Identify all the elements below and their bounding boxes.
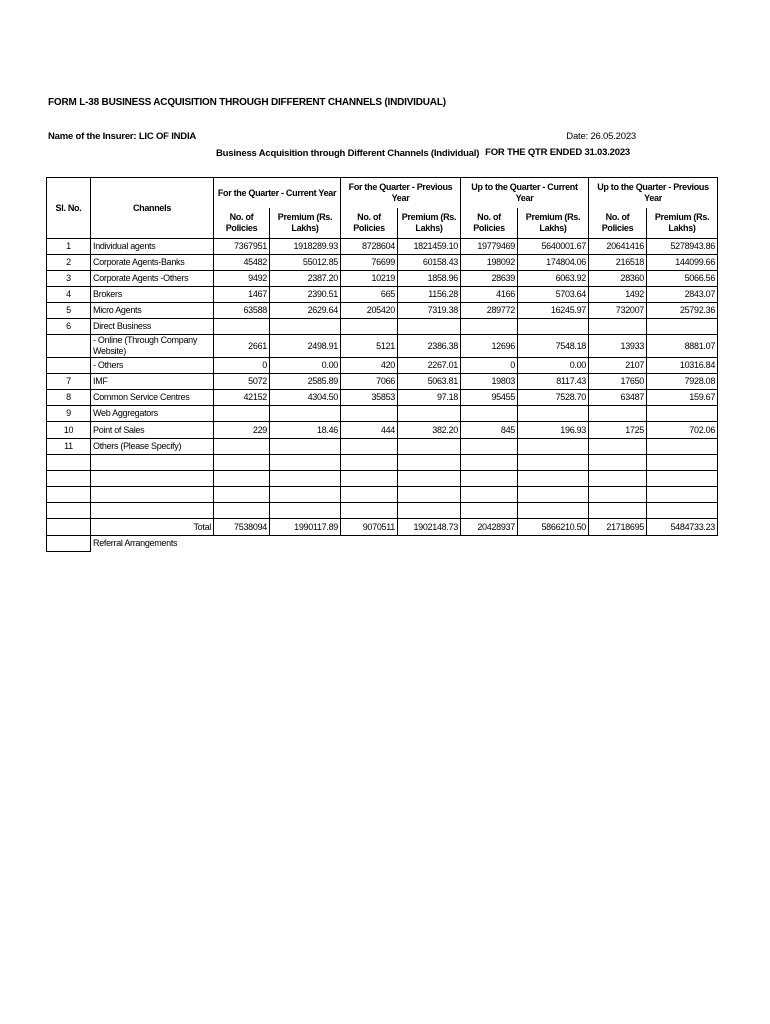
value-cell: 2661 <box>214 335 270 358</box>
value-cell: 6063.92 <box>518 271 589 287</box>
table-subtitle: Business Acquisition through Different Channels (Individual) <box>216 148 480 159</box>
premium-header: Premium (Rs. Lakhs) <box>518 208 589 239</box>
group-header: For the Quarter - Current Year <box>214 178 341 209</box>
value-cell <box>647 319 718 335</box>
value-cell <box>647 406 718 422</box>
value-cell: 7319.38 <box>398 303 461 319</box>
value-cell <box>589 439 647 455</box>
value-cell: 13933 <box>589 335 647 358</box>
policies-header: No. of Policies <box>341 208 398 239</box>
blank-row <box>47 455 718 471</box>
table-row <box>47 319 718 335</box>
value-cell <box>518 439 589 455</box>
value-cell <box>214 406 270 422</box>
sl-cell: 4 <box>47 287 91 303</box>
value-cell: 97.18 <box>398 390 461 406</box>
table-row <box>47 406 718 422</box>
insurer-name: Name of the Insurer: LIC OF INDIA <box>48 131 197 142</box>
value-cell: 35853 <box>341 390 398 406</box>
total-value: 20428937 <box>461 519 518 536</box>
table-row <box>47 255 718 271</box>
value-cell: 205420 <box>341 303 398 319</box>
value-cell: 2107 <box>589 358 647 374</box>
channel-cell: Point of Sales <box>91 422 214 439</box>
table-row <box>47 390 718 406</box>
value-cell: 1821459.10 <box>398 239 461 255</box>
sl-cell: 8 <box>47 390 91 406</box>
value-cell <box>398 439 461 455</box>
referral-label: Referral Arrangements <box>91 536 718 552</box>
table-row <box>47 271 718 287</box>
value-cell: 12696 <box>461 335 518 358</box>
table-row <box>47 358 718 374</box>
value-cell: 10316.84 <box>647 358 718 374</box>
value-cell <box>461 439 518 455</box>
value-cell: 289772 <box>461 303 518 319</box>
value-cell <box>398 406 461 422</box>
premium-header: Premium (Rs. Lakhs) <box>270 208 341 239</box>
value-cell <box>647 439 718 455</box>
sl-cell: 11 <box>47 439 91 455</box>
channel-cell: Corporate Agents-Banks <box>91 255 214 271</box>
channel-cell: Individual agents <box>91 239 214 255</box>
channel-cell: - Online (Through Company Website) <box>91 335 214 358</box>
value-cell: 2267.01 <box>398 358 461 374</box>
value-cell: 1156.28 <box>398 287 461 303</box>
value-cell: 25792.36 <box>647 303 718 319</box>
value-cell: 144099.66 <box>647 255 718 271</box>
total-value: 9070511 <box>341 519 398 536</box>
table-row <box>47 374 718 390</box>
value-cell: 174804.06 <box>518 255 589 271</box>
value-cell: 5063.81 <box>398 374 461 390</box>
channel-cell: - Others <box>91 358 214 374</box>
value-cell: 5066.56 <box>647 271 718 287</box>
value-cell: 7367951 <box>214 239 270 255</box>
value-cell: 63588 <box>214 303 270 319</box>
value-cell: 10219 <box>341 271 398 287</box>
value-cell <box>341 319 398 335</box>
value-cell: 8881.07 <box>647 335 718 358</box>
value-cell: 216518 <box>589 255 647 271</box>
sl-cell: 1 <box>47 239 91 255</box>
value-cell <box>461 319 518 335</box>
value-cell: 2387.20 <box>270 271 341 287</box>
value-cell: 382.20 <box>398 422 461 439</box>
channel-cell: Web Aggregators <box>91 406 214 422</box>
value-cell: 229 <box>214 422 270 439</box>
policies-header: No. of Policies <box>214 208 270 239</box>
total-label: Total <box>91 519 214 536</box>
value-cell: 1858.96 <box>398 271 461 287</box>
value-cell: 159.67 <box>647 390 718 406</box>
value-cell: 198092 <box>461 255 518 271</box>
channel-cell: IMF <box>91 374 214 390</box>
value-cell <box>270 319 341 335</box>
channel-cell: Corporate Agents -Others <box>91 271 214 287</box>
table-row <box>47 335 718 358</box>
value-cell: 5640001.67 <box>518 239 589 255</box>
value-cell: 45482 <box>214 255 270 271</box>
value-cell: 4166 <box>461 287 518 303</box>
value-cell: 19779469 <box>461 239 518 255</box>
value-cell <box>518 319 589 335</box>
value-cell: 76699 <box>341 255 398 271</box>
group-header: For the Quarter - Previous Year <box>341 178 461 209</box>
value-cell: 2386.38 <box>398 335 461 358</box>
value-cell: 8117.43 <box>518 374 589 390</box>
value-cell: 9492 <box>214 271 270 287</box>
group-header: Up to the Quarter - Previous Year <box>589 178 718 209</box>
value-cell: 60158.43 <box>398 255 461 271</box>
value-cell: 5072 <box>214 374 270 390</box>
value-cell <box>214 439 270 455</box>
value-cell: 95455 <box>461 390 518 406</box>
sl-cell: 6 <box>47 319 91 335</box>
value-cell: 5121 <box>341 335 398 358</box>
value-cell: 1492 <box>589 287 647 303</box>
value-cell <box>270 406 341 422</box>
value-cell: 7548.18 <box>518 335 589 358</box>
value-cell: 196.93 <box>518 422 589 439</box>
value-cell: 7066 <box>341 374 398 390</box>
blank-row <box>47 487 718 503</box>
total-value: 1990117.89 <box>270 519 341 536</box>
value-cell: 2585.89 <box>270 374 341 390</box>
value-cell: 5278943.86 <box>647 239 718 255</box>
sl-cell: 7 <box>47 374 91 390</box>
sl-cell: 9 <box>47 406 91 422</box>
value-cell: 7928.08 <box>647 374 718 390</box>
report-date: Date: 26.05.2023 <box>566 131 636 142</box>
value-cell: 665 <box>341 287 398 303</box>
value-cell: 16245.97 <box>518 303 589 319</box>
value-cell: 702.06 <box>647 422 718 439</box>
value-cell: 63487 <box>589 390 647 406</box>
sl-cell <box>47 335 91 358</box>
value-cell <box>341 406 398 422</box>
policies-header: No. of Policies <box>589 208 647 239</box>
total-value: 21718695 <box>589 519 647 536</box>
form-title: FORM L-38 BUSINESS ACQUISITION THROUGH DIFFERENT CHANNELS (INDIVIDUAL) <box>48 97 446 108</box>
value-cell: 0 <box>461 358 518 374</box>
value-cell: 1725 <box>589 422 647 439</box>
value-cell <box>518 406 589 422</box>
channel-cell: Direct Business <box>91 319 214 335</box>
channel-cell: Micro Agents <box>91 303 214 319</box>
referral-row <box>47 536 718 552</box>
table-row <box>47 303 718 319</box>
sl-cell: 10 <box>47 422 91 439</box>
sl-cell <box>47 358 91 374</box>
value-cell: 17650 <box>589 374 647 390</box>
channel-cell: Common Service Centres <box>91 390 214 406</box>
sl-cell: 3 <box>47 271 91 287</box>
quarter-ended: FOR THE QTR ENDED 31.03.2023 <box>485 147 630 158</box>
total-row <box>47 519 718 536</box>
value-cell: 1918289.93 <box>270 239 341 255</box>
value-cell <box>461 406 518 422</box>
value-cell: 732007 <box>589 303 647 319</box>
total-value: 1902148.73 <box>398 519 461 536</box>
value-cell: 20641416 <box>589 239 647 255</box>
policies-header: No. of Policies <box>461 208 518 239</box>
acquisition-table <box>46 177 718 552</box>
value-cell <box>214 319 270 335</box>
sl-cell: 5 <box>47 303 91 319</box>
value-cell: 7528.70 <box>518 390 589 406</box>
sl-no-header: Sl. No. <box>47 178 91 239</box>
value-cell <box>398 319 461 335</box>
value-cell: 2629.64 <box>270 303 341 319</box>
value-cell: 845 <box>461 422 518 439</box>
value-cell: 420 <box>341 358 398 374</box>
channels-header: Channels <box>91 178 214 239</box>
value-cell: 2843.07 <box>647 287 718 303</box>
blank-row <box>47 471 718 487</box>
value-cell: 2390.51 <box>270 287 341 303</box>
value-cell: 18.46 <box>270 422 341 439</box>
channel-cell: Others (Please Specify) <box>91 439 214 455</box>
value-cell: 1467 <box>214 287 270 303</box>
value-cell <box>589 406 647 422</box>
value-cell: 0 <box>214 358 270 374</box>
channel-cell: Brokers <box>91 287 214 303</box>
value-cell: 0.00 <box>270 358 341 374</box>
value-cell: 55012.85 <box>270 255 341 271</box>
table-row <box>47 439 718 455</box>
value-cell <box>341 439 398 455</box>
total-value: 5866210.50 <box>518 519 589 536</box>
value-cell: 28360 <box>589 271 647 287</box>
sl-cell: 2 <box>47 255 91 271</box>
value-cell <box>270 439 341 455</box>
value-cell: 28639 <box>461 271 518 287</box>
group-header: Up to the Quarter - Current Year <box>461 178 589 209</box>
total-value: 5484733.23 <box>647 519 718 536</box>
value-cell: 444 <box>341 422 398 439</box>
premium-header: Premium (Rs. Lakhs) <box>398 208 461 239</box>
value-cell: 5703.64 <box>518 287 589 303</box>
value-cell: 4304.50 <box>270 390 341 406</box>
value-cell <box>589 319 647 335</box>
value-cell: 42152 <box>214 390 270 406</box>
table-row <box>47 287 718 303</box>
total-value: 7538094 <box>214 519 270 536</box>
table-row <box>47 239 718 255</box>
value-cell: 19803 <box>461 374 518 390</box>
value-cell: 8728604 <box>341 239 398 255</box>
value-cell: 2498.91 <box>270 335 341 358</box>
blank-row <box>47 503 718 519</box>
value-cell: 0.00 <box>518 358 589 374</box>
premium-header: Premium (Rs. Lakhs) <box>647 208 718 239</box>
table-row <box>47 422 718 439</box>
